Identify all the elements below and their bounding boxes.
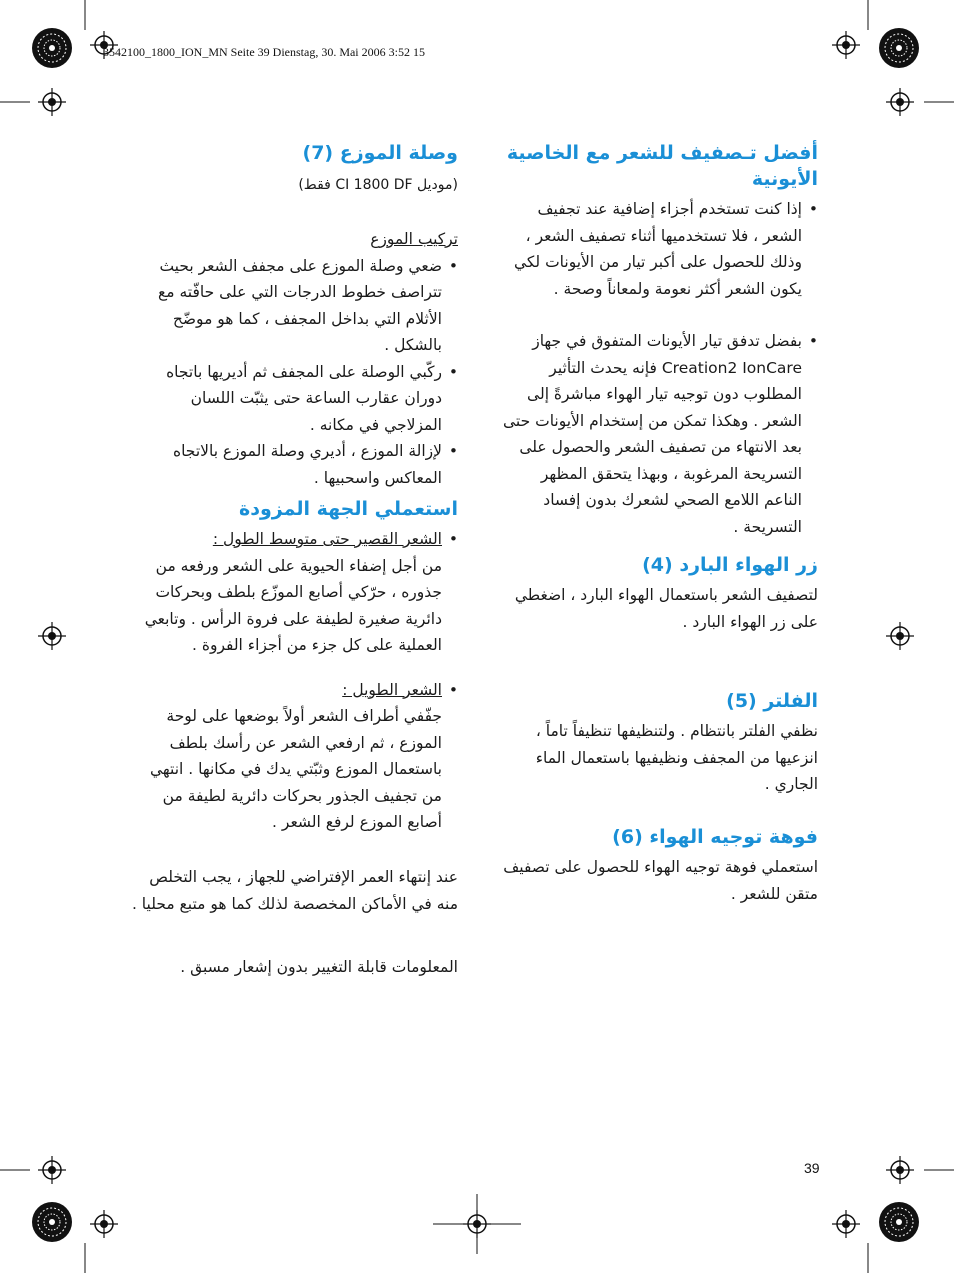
nozzle-heading: فوهة توجيه الهواء (6): [612, 826, 818, 848]
page-number: 39: [804, 1160, 820, 1176]
cool-shot-text: لتصفيف الشعر باستعمال الهواء البارد ، اضغطي على زر الهواء البارد .: [514, 586, 818, 631]
filter-text: نظفي الفلتر بانتظام . ولتنظيفها تنظيفاً تاماً ، انزعيها من المجفف ونظيفيها باستعمال الماء الجاري .: [535, 722, 818, 793]
long-hair-text: جفّفي أطراف الشعر أولاً بوضعها على لوحة الموزع ، ثم ارفعي الشعر عن رأسك بلطف باستعمال الموزع وثبّتي يدك في مكانها . انتهي من تجفيف الجذور بحركات دائرية لطيفة من أصابع الموزع لرفع الشعر .: [149, 707, 442, 831]
short-hair-text: من أجل إضفاء الحيوية على الشعر ورفعه من جذوره ، حرّكي أصابع الموزّع بلطف وبحركات دائرية صغيرة لطيفة على فروة الرأس . وتابعي العملية على كل جزء من أجزاء الفروة .: [144, 556, 442, 654]
nozzle-text: استعملي فوهة توجيه الهواء للحصول على تصفيف متقن للشعر .: [503, 858, 818, 903]
short-hair-label: الشعر القصير حتى متوسط الطول :: [212, 530, 442, 548]
cool-shot-heading: زر الهواء البارد (4): [642, 554, 818, 576]
filter-heading: الفلتر (5): [726, 690, 818, 712]
list-item: • ضعي وصلة الموزع على مجفف الشعر بحيث تتراصف خطوط الدرجات التي على حافّته مع الأثلام التي بداخل المجفف ، كما هو موضّح بالشكل .: [142, 253, 458, 359]
long-hair-label: الشعر الطويل :: [342, 680, 442, 699]
disposal-text: عند إنتهاء العمر الإفتراضي للجهاز ، يجب التخلص منه في الأماكن المخصصة لذلك كما هو متبع محليا .: [131, 868, 458, 913]
list-item: • إذا كنت تستخدم أجزاء إضافية عند تجفيف الشعر ، فلا تستخدميها أثناء تصفيف الشعر ، وذلك للحصول على أكبر تيار من الأيونات لكي يكون الشعر أكثر نعومة ولمعاناً وصحة .: [498, 196, 818, 302]
notice-text: المعلومات قابلة التغيير بدون إشعار مسبق .: [180, 958, 458, 976]
usage-list: [128, 526, 458, 836]
list-item: [142, 526, 458, 659]
fitting-list: [128, 253, 458, 492]
list-item: • بفضل تدفق تيار الأيونات المتفوق في جهاز Creation2 IonCare فإنه يحدث التأثير المطلوب دون توجيه تيار الهواء مباشرةً إلى الشعر . وهكذا تمكن من إستخدام الأيونات حتى بعد الانتهاء من تصفيف الشعر والحصول على التسريحة المرغوبة ، وبهذا يتحقق المظهر الناعم اللامع الصحي لشعرك بدون إفساد التسريحة .: [498, 328, 818, 540]
best-styling-list: [498, 196, 818, 540]
fitting-heading: تركيب الموزع: [370, 230, 458, 248]
print-slug: 3542100_1800_ION_MN Seite 39 Dienstag, 30. Mai 2006 3:52 15: [103, 45, 425, 59]
list-item: • لإزالة الموزع ، أديري وصلة الموزع بالاتجاه المعاكس واسحبيها .: [142, 438, 458, 491]
usage-heading: استعملي الجهة المزودة: [238, 498, 458, 520]
diffuser-heading: وصلة الموزع (7): [302, 142, 458, 164]
list-item: [142, 677, 458, 836]
best-styling-heading: أفضل تـصفيف للشعر مع الخاصية الأيونية: [506, 142, 818, 190]
list-item: • ركّبي الوصلة على المجفف ثم أديريها باتجاه دوران عقارب الساعة حتى يثبّت اللسان المزلاجي في مكانه .: [142, 359, 458, 439]
diffuser-model-note: (موديل CI 1800 DF فقط): [298, 177, 458, 193]
